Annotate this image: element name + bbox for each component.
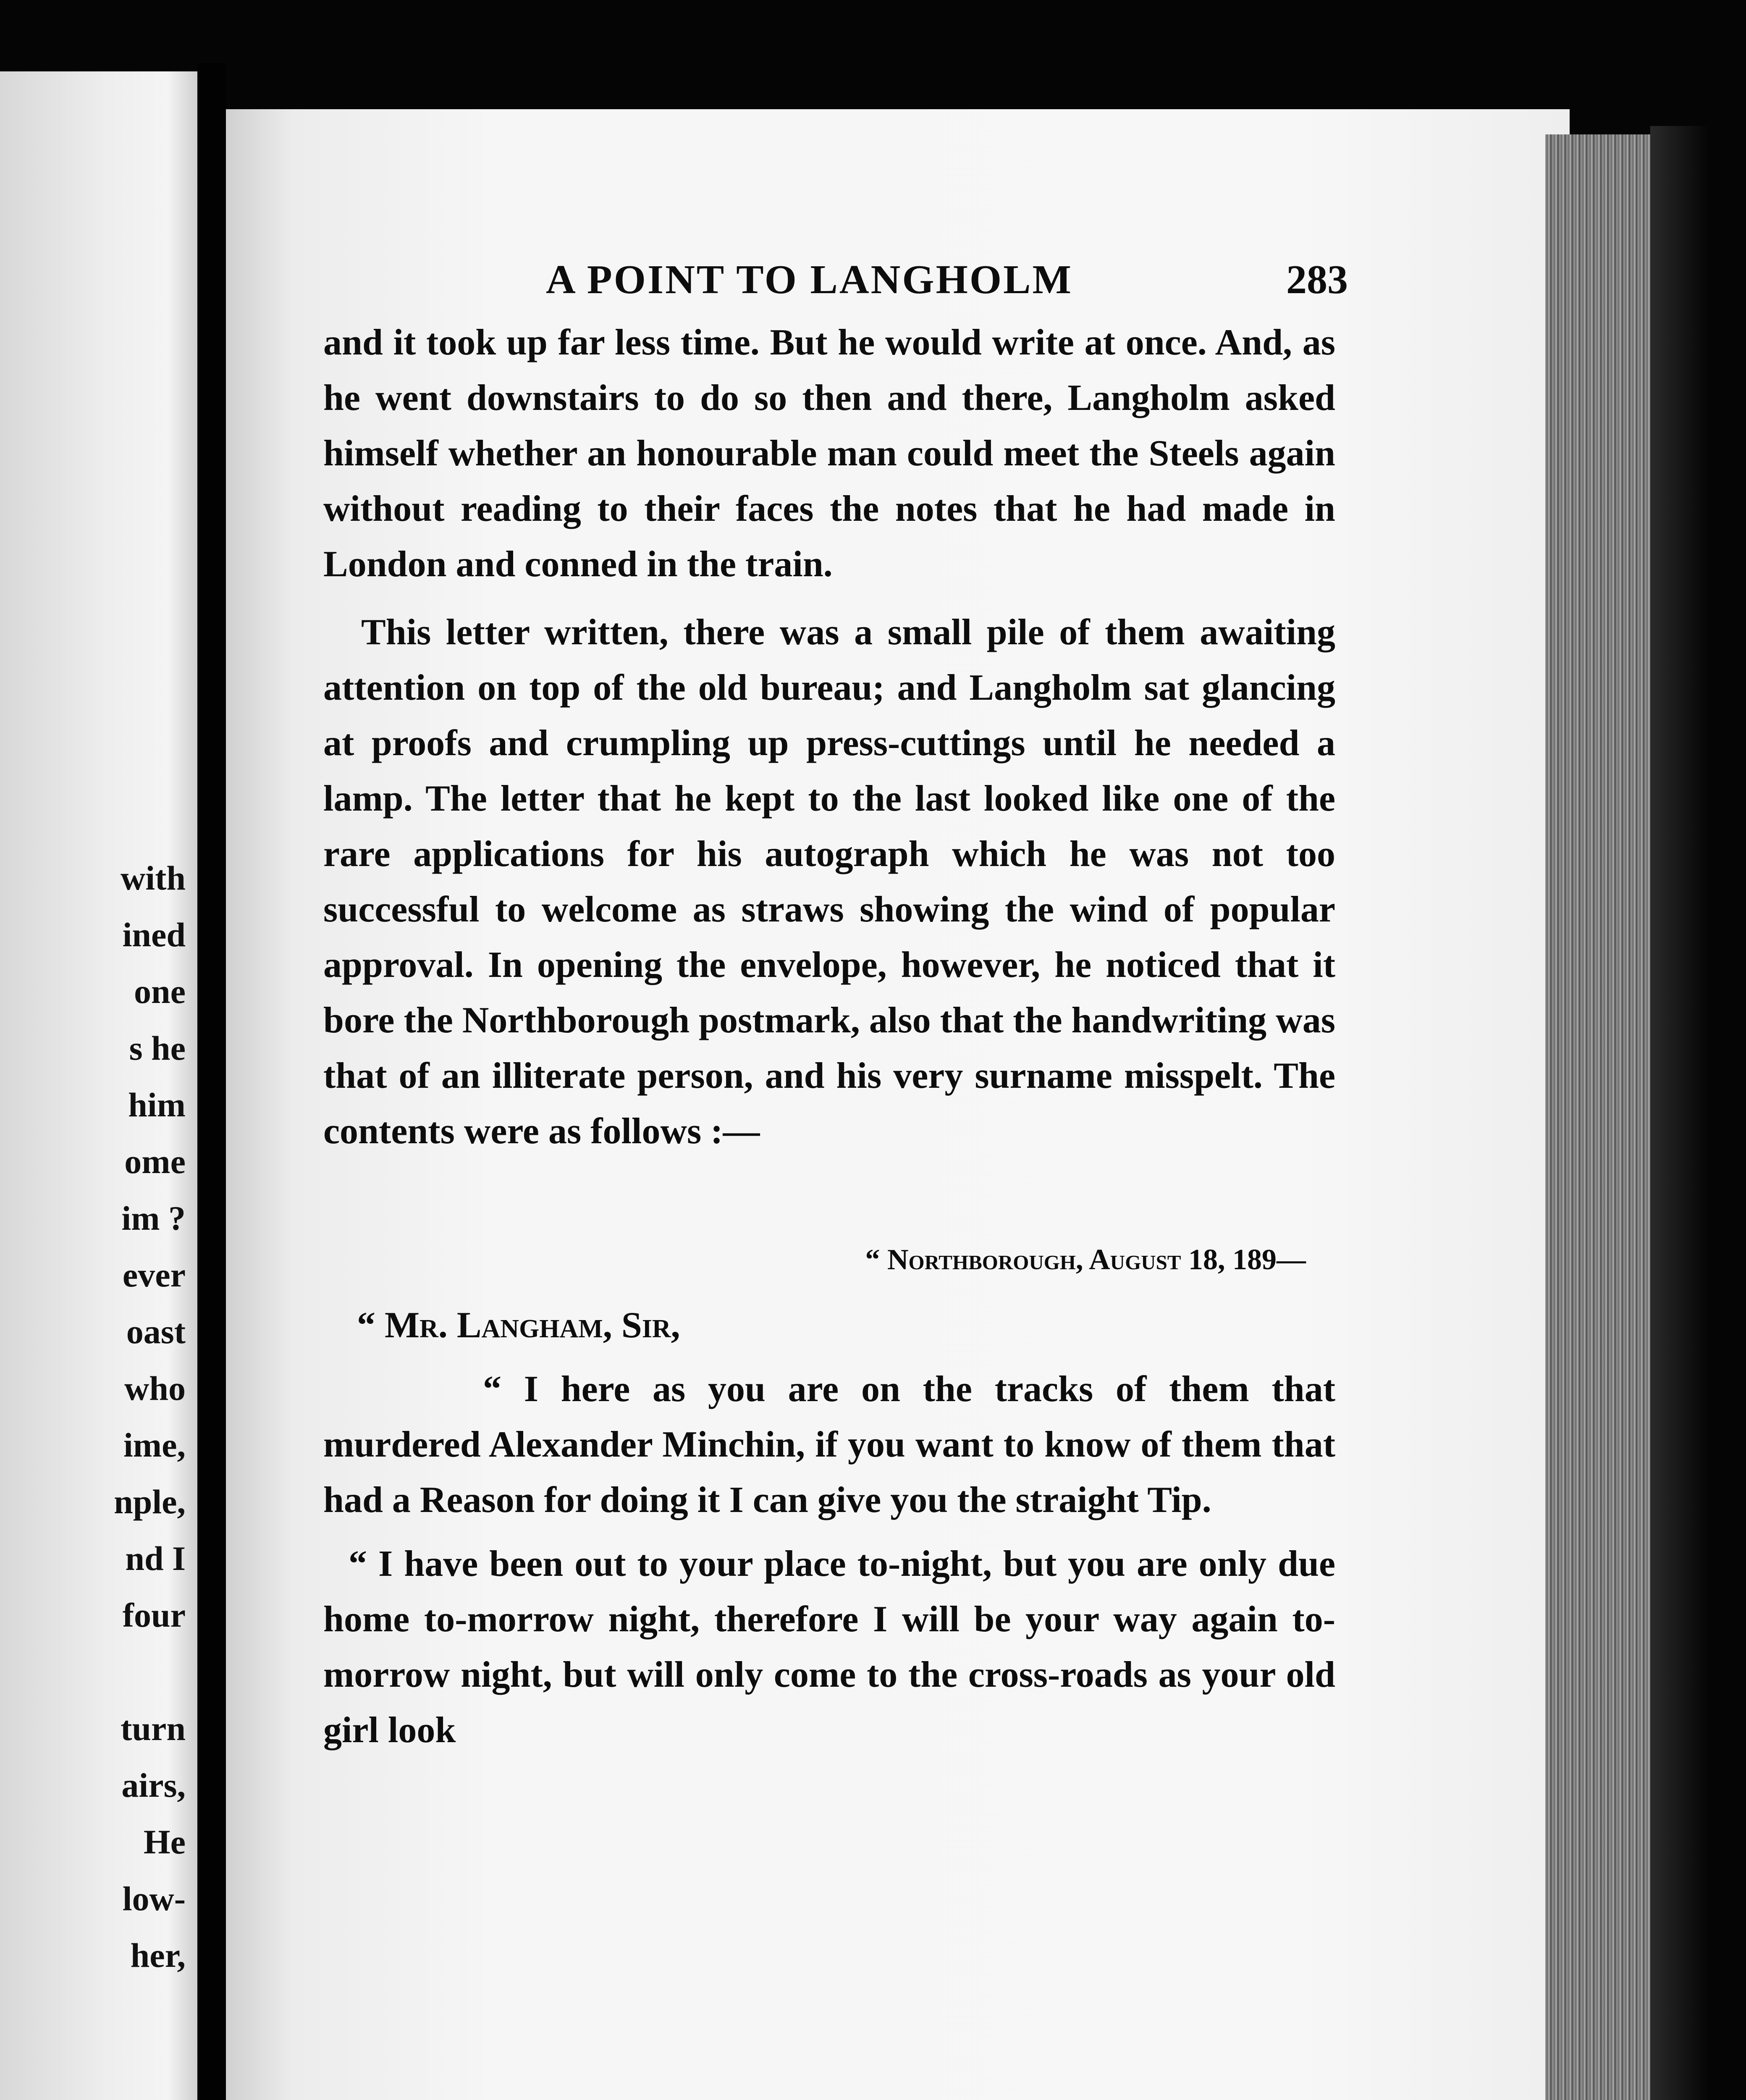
letter-paragraph: “ I here as you are on the tracks of them that murdered Alexander Minchin, if you want to know of them that had a Reason for doing it I can give you the straight Tip. — [323, 1369, 1335, 1520]
left-page-fragment: ever — [122, 1256, 186, 1294]
left-page-fragment: ime, — [123, 1426, 186, 1464]
left-page-fragment: airs, — [121, 1766, 186, 1804]
page-edge-shadow — [1650, 126, 1709, 2100]
running-title: A POINT TO LANGHOLM — [546, 257, 1073, 302]
body-paragraph: This letter written, there was a small pile of them awaiting attention on top of the old bureau; and Langholm sat glancing at proofs and crumpling up press-cuttings until he needed a lamp. The letter that he kept to the last looked like one of the rare applications for his autograph which he was not too successful to welcome as straws showing the wind of popular approval. In opening the envelope, however, he noticed that it bore the Northborough postmark, also that the handwriting was that of an illiterate person, and his very surname misspelt. The contents were as follows :— — [323, 612, 1335, 1152]
body-paragraph: and it took up far less time. But he would write at once. And, as he went downstairs to do so then and there, Langholm asked himself whether an honourable man could meet the Steels again without reading to their faces the notes that he had made in London and conned in the train. — [323, 322, 1335, 585]
left-page-fragment: ome — [124, 1142, 186, 1181]
book-gutter — [197, 63, 227, 2100]
left-page-fragment: four — [122, 1596, 186, 1634]
left-page — [0, 71, 197, 2100]
left-page-fragment: her, — [130, 1936, 186, 1974]
left-page-fragment: turn — [121, 1709, 186, 1748]
left-page-fragment: s he — [129, 1029, 186, 1067]
running-head — [323, 252, 1348, 315]
left-page-fragment: low- — [122, 1880, 186, 1918]
letter-dateline: “ Northborough, August 18, 189— — [865, 1244, 1306, 1276]
left-page-fragment: him — [128, 1086, 186, 1124]
left-page-fragment: nple, — [114, 1483, 186, 1521]
left-page-fragment: who — [124, 1369, 186, 1407]
page-edges — [1545, 134, 1650, 2100]
letter-salutation: “ Mr. Langham, Sir, — [357, 1305, 680, 1346]
left-page-fragment: oast — [126, 1312, 186, 1351]
page-number: 283 — [1286, 257, 1348, 302]
left-page-fragment: ined — [122, 916, 186, 954]
page-text-block — [323, 252, 1348, 1758]
left-page-fragment: im ? — [121, 1199, 186, 1237]
left-page-fragment: He — [143, 1823, 186, 1861]
left-page-fragment: nd I — [125, 1539, 186, 1578]
letter-paragraph: “ I have been out to your place to-night, but you are only due home to-morrow night, therefore I will be your way again to-morrow night, but will only come to the cross-roads as your old girl look — [323, 1544, 1335, 1751]
left-page-fragment: with — [121, 859, 186, 897]
left-page-fragment: one — [134, 972, 186, 1011]
